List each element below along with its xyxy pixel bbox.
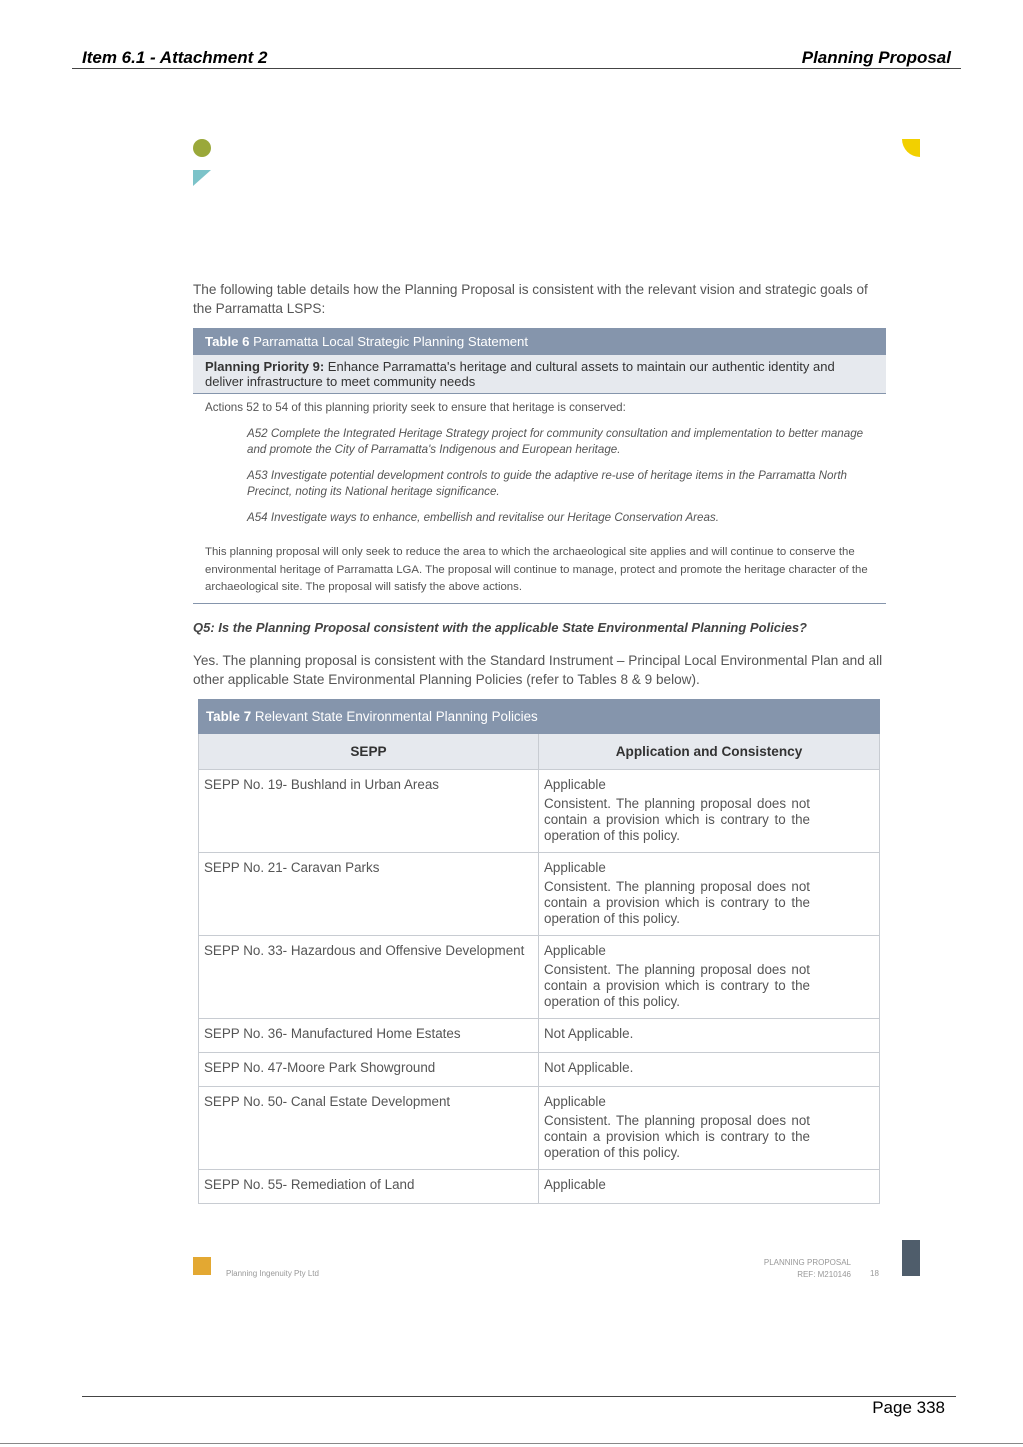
footer-bar-icon xyxy=(902,1240,920,1276)
sepp-cell: SEPP No. 21- Caravan Parks xyxy=(199,853,539,936)
table-7 xyxy=(198,699,880,1204)
page-bottom-edge xyxy=(0,1443,1023,1444)
table-7-title: Relevant State Environmental Planning Policies xyxy=(251,709,538,724)
planning-priority-label: Planning Priority 9: xyxy=(205,359,325,374)
footer-doc-title: PLANNING PROPOSAL xyxy=(763,1258,851,1267)
table-row xyxy=(199,1053,880,1087)
sepp-cell: SEPP No. 36- Manufactured Home Estates xyxy=(199,1019,539,1053)
consistency-text: Consistent. The planning proposal does not contain a provision which is contrary to the operation of this policy. xyxy=(544,1113,810,1160)
table-6-title: Parramatta Local Strategic Planning Statement xyxy=(249,334,529,349)
application-status: Not Applicable. xyxy=(544,1060,634,1075)
application-cell xyxy=(539,1170,880,1204)
footer-inner-page: 18 xyxy=(870,1269,879,1278)
closing-paragraph: This planning proposal will only seek to reduce the area to which the archaeological site applies and will continue to conserve the environmental heritage of Parramatta LGA. The proposal will continue to manage, protect and promote the heritage character of the archaeological site. The proposal will satisfy the above actions. xyxy=(205,546,868,593)
application-cell xyxy=(539,1053,880,1087)
sepp-cell: SEPP No. 19- Bushland in Urban Areas xyxy=(199,770,539,853)
header-right: Planning Proposal xyxy=(801,48,951,67)
page-number: Page 338 xyxy=(872,1398,945,1417)
consistency-text: Consistent. The planning proposal does not contain a provision which is contrary to the operation of this policy. xyxy=(544,796,810,843)
table-6-caption xyxy=(193,328,886,355)
planning-priority xyxy=(193,355,886,394)
table-row xyxy=(199,853,880,936)
table-row xyxy=(199,1170,880,1204)
application-cell xyxy=(539,770,880,853)
application-status: Applicable xyxy=(544,860,606,875)
green-dot-icon xyxy=(193,139,211,157)
table-row xyxy=(199,770,880,853)
actions-lead: Actions 52 to 54 of this planning priority seek to ensure that heritage is conserved: xyxy=(205,401,626,414)
col-header-application: Application and Consistency xyxy=(539,734,880,770)
consistency-text: Consistent. The planning proposal does not contain a provision which is contrary to the operation of this policy. xyxy=(544,962,810,1009)
q5-answer: Yes. The planning proposal is consistent with the Standard Instrument – Principal Local Environmental Plan and all other applicable State Environmental Planning Policies (refer to Tables 8 & 9 below). xyxy=(193,653,883,687)
table-row xyxy=(199,936,880,1019)
table-7-caption xyxy=(199,700,880,734)
footer-orange-square-icon xyxy=(193,1257,211,1275)
action-a52: A52 Complete the Integrated Heritage Strategy project for community consultation and implementation to better manage and promote the City of Parramatta's Indigenous and European heritage. xyxy=(247,427,864,456)
application-cell xyxy=(539,1019,880,1053)
intro-paragraph: The following table details how the Planning Proposal is consistent with the relevant vision and strategic goals of the Parramatta LSPS: xyxy=(193,282,868,316)
table-6 xyxy=(193,328,886,604)
application-status: Applicable xyxy=(544,943,606,958)
application-cell xyxy=(539,853,880,936)
consistency-text: Consistent. The planning proposal does not contain a provision which is contrary to the operation of this policy. xyxy=(544,879,810,926)
table-7-label: Table 7 xyxy=(206,709,252,724)
teal-triangle-icon xyxy=(193,170,211,186)
sepp-cell: SEPP No. 55- Remediation of Land xyxy=(199,1170,539,1204)
col-header-sepp: SEPP xyxy=(199,734,539,770)
header-divider xyxy=(72,68,961,69)
table-row xyxy=(199,1019,880,1053)
table-6-label: Table 6 xyxy=(205,334,250,349)
application-cell xyxy=(539,936,880,1019)
application-status: Applicable xyxy=(544,1177,606,1192)
footer-reference xyxy=(700,1257,851,1281)
application-status: Applicable xyxy=(544,777,606,792)
action-a53: A53 Investigate potential development controls to guide the adaptive re-use of heritage items in the Parramatta North Precinct, noting its National heritage significance. xyxy=(247,469,848,498)
table-row xyxy=(199,1087,880,1170)
application-status: Applicable xyxy=(544,1094,606,1109)
sepp-cell: SEPP No. 33- Hazardous and Offensive Development xyxy=(199,936,539,1019)
planning-priority-text: Enhance Parramatta's heritage and cultural assets to maintain our authentic identity and deliver infrastructure to meet community needs xyxy=(205,359,835,389)
action-a54: A54 Investigate ways to enhance, embellish and revitalise our Heritage Conservation Areas. xyxy=(247,511,719,524)
sepp-cell: SEPP No. 50- Canal Estate Development xyxy=(199,1087,539,1170)
decor-shapes-left xyxy=(190,136,214,190)
application-cell xyxy=(539,1087,880,1170)
yellow-corner-icon xyxy=(902,139,920,157)
q5-question: Q5: Is the Planning Proposal consistent with the applicable State Environmental Planning Policies? xyxy=(193,620,808,635)
footer-ref-number: REF: M210146 xyxy=(797,1270,851,1279)
sepp-cell: SEPP No. 47-Moore Park Showground xyxy=(199,1053,539,1087)
header-left: Item 6.1 - Attachment 2 xyxy=(82,48,268,67)
table-6-body xyxy=(193,394,886,604)
decor-corner-right xyxy=(900,138,922,158)
footer-divider xyxy=(82,1396,956,1397)
application-status: Not Applicable. xyxy=(544,1026,634,1041)
footer-company: Planning Ingenuity Pty Ltd xyxy=(226,1269,319,1278)
